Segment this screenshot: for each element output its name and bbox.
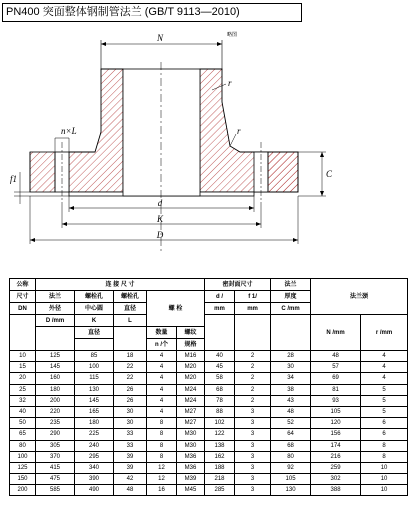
page-title: PN400 突面整体钢制管法兰 (GB/T 9113—2010) [2, 3, 302, 22]
table-cell: M30 [177, 429, 205, 440]
table-row [10, 474, 408, 485]
table-cell: 5 [361, 395, 408, 406]
table-cell: 120 [311, 418, 361, 429]
table-cell: 68 [271, 440, 311, 451]
table-cell: 48 [114, 485, 147, 496]
table-cell: 39 [114, 462, 147, 473]
table-cell: 6 [361, 429, 408, 440]
dim-n-label: N [156, 33, 164, 43]
table-row [10, 462, 408, 473]
table-cell: 162 [205, 451, 235, 462]
table-cell: 8 [147, 440, 177, 451]
table-cell: 370 [36, 451, 75, 462]
hdr-size: 尺寸 [10, 291, 36, 303]
table-cell: 15 [10, 362, 36, 373]
table-cell: 48 [311, 351, 361, 362]
hdr-spec: 规格 [177, 339, 205, 351]
table-cell: 125 [36, 351, 75, 362]
table-cell: 475 [36, 474, 75, 485]
table-cell: 30 [271, 362, 311, 373]
table-cell: 138 [205, 440, 235, 451]
table-cell: 156 [311, 429, 361, 440]
table-row [10, 395, 408, 406]
table-cell: 259 [311, 462, 361, 473]
hdr-qty: 数量 [147, 327, 177, 339]
table-cell: 8 [147, 418, 177, 429]
hdr-seal-dims: 密封面尺寸 [205, 279, 271, 291]
table-cell: 490 [75, 485, 114, 496]
table-row [10, 351, 408, 362]
table-cell: M36 [177, 451, 205, 462]
table-cell: 80 [10, 440, 36, 451]
table-cell: 145 [75, 395, 114, 406]
table-cell: 85 [75, 351, 114, 362]
table-cell: 5 [361, 384, 408, 395]
table-cell: 290 [36, 429, 75, 440]
table-row [10, 440, 408, 451]
hdr-f1-mm: mm [235, 303, 271, 315]
drawing-caption: 略图 [226, 32, 238, 38]
table-cell: 4 [147, 384, 177, 395]
table-cell: 4 [361, 373, 408, 384]
hdr-flange-od: 法兰 [36, 291, 75, 303]
table-cell: 4 [147, 373, 177, 384]
table-cell: 39 [114, 451, 147, 462]
table-cell: 8 [147, 451, 177, 462]
table-cell: 93 [311, 395, 361, 406]
table-row [10, 429, 408, 440]
table-cell: 10 [361, 485, 408, 496]
table-cell: 88 [205, 406, 235, 417]
table-cell: 122 [205, 429, 235, 440]
hdr-flange: 法兰 [271, 279, 311, 291]
table-cell: 102 [205, 418, 235, 429]
hdr-dn: DN [10, 303, 36, 315]
table-cell: 26 [114, 395, 147, 406]
table-cell: 52 [271, 418, 311, 429]
bore [123, 69, 200, 196]
table-cell: 28 [271, 351, 311, 362]
dim-d-label: d [157, 198, 163, 208]
table-cell: 3 [235, 406, 271, 417]
table-cell: 20 [10, 373, 36, 384]
hdr-n-mm: N /mm [311, 315, 361, 351]
table-cell: 3 [235, 474, 271, 485]
table-cell: 130 [75, 384, 114, 395]
hdr-d: d / [205, 291, 235, 303]
flange-spec-table [9, 278, 408, 496]
table-cell: 295 [75, 451, 114, 462]
table-cell: M20 [177, 373, 205, 384]
table-row [10, 362, 408, 373]
table-cell: 200 [36, 395, 75, 406]
hdr-connection-dims: 连 接 尺 寸 [36, 279, 205, 291]
table-cell: 45 [205, 362, 235, 373]
table-cell: 4 [147, 395, 177, 406]
hdr-diameter: 直径 [114, 303, 147, 315]
table-cell: 225 [75, 429, 114, 440]
table-cell: M27 [177, 406, 205, 417]
table-cell: 68 [205, 384, 235, 395]
table-cell: 5 [361, 406, 408, 417]
table-cell: 165 [75, 406, 114, 417]
flange-left-section [69, 69, 123, 192]
table-cell: M20 [177, 362, 205, 373]
table-cell: 130 [271, 485, 311, 496]
table-cell: 50 [10, 418, 36, 429]
table-cell: 4 [147, 351, 177, 362]
spec-table-body [10, 351, 408, 496]
table-cell: 12 [147, 474, 177, 485]
table-cell: 145 [36, 362, 75, 373]
table-cell: 43 [271, 395, 311, 406]
table-cell: M36 [177, 462, 205, 473]
table-cell: 64 [271, 429, 311, 440]
table-row [10, 384, 408, 395]
table-cell: 388 [311, 485, 361, 496]
table-cell: 3 [235, 429, 271, 440]
table-cell: M45 [177, 485, 205, 496]
dim-r-top-label: r [228, 78, 232, 88]
table-cell: 32 [10, 395, 36, 406]
table-cell: 40 [205, 351, 235, 362]
table-cell: 220 [36, 406, 75, 417]
table-cell: 105 [311, 406, 361, 417]
table-cell: 2 [235, 395, 271, 406]
hdr-n-count: n /个 [147, 339, 177, 351]
hdr-neck: 法兰颈 [311, 279, 408, 315]
table-cell: 34 [271, 373, 311, 384]
table-cell: 285 [205, 485, 235, 496]
table-cell: 22 [114, 373, 147, 384]
table-cell: 4 [361, 362, 408, 373]
table-cell: 33 [114, 429, 147, 440]
table-cell: 415 [36, 462, 75, 473]
table-cell: 40 [10, 406, 36, 417]
table-cell: 78 [205, 395, 235, 406]
hdr-c-mm: C /mm [271, 303, 311, 315]
table-cell: 3 [235, 418, 271, 429]
table-cell: 218 [205, 474, 235, 485]
table-cell: 235 [36, 418, 75, 429]
table-cell: 2 [235, 362, 271, 373]
table-cell: M24 [177, 395, 205, 406]
table-cell: 3 [235, 485, 271, 496]
table-cell: 38 [271, 384, 311, 395]
hdr-f1: f 1/ [235, 291, 271, 303]
table-cell: 4 [147, 362, 177, 373]
table-cell: 174 [311, 440, 361, 451]
table-cell: 69 [311, 373, 361, 384]
table-cell: 390 [75, 474, 114, 485]
table-cell: 8 [361, 440, 408, 451]
dim-k-label: K [156, 214, 164, 224]
table-cell: 115 [75, 373, 114, 384]
table-cell: 3 [235, 451, 271, 462]
table-row [10, 373, 408, 384]
hdr-D-mm: D /mm [36, 315, 75, 327]
table-cell: 42 [114, 474, 147, 485]
table-cell: 12 [147, 462, 177, 473]
table-cell: 2 [235, 384, 271, 395]
table-cell: 100 [75, 362, 114, 373]
table-cell: M24 [177, 384, 205, 395]
hdr-bolt: 螺 栓 [147, 291, 205, 327]
hdr-thread: 螺纹 [177, 327, 205, 339]
table-cell: 57 [311, 362, 361, 373]
table-row [10, 451, 408, 462]
table-cell: 30 [114, 418, 147, 429]
table-cell: M16 [177, 351, 205, 362]
table-cell: 105 [271, 474, 311, 485]
table-cell: 26 [114, 384, 147, 395]
table-row [10, 418, 408, 429]
table-cell: 240 [75, 440, 114, 451]
table-cell: 8 [361, 451, 408, 462]
table-cell: 58 [205, 373, 235, 384]
hdr-od: 外径 [36, 303, 75, 315]
table-cell: 22 [114, 362, 147, 373]
hdr-r-mm: r /mm [361, 315, 408, 351]
table-cell: 302 [311, 474, 361, 485]
table-cell: 18 [114, 351, 147, 362]
table-cell: 4 [361, 351, 408, 362]
table-cell: 92 [271, 462, 311, 473]
table-cell: 180 [36, 384, 75, 395]
table-cell: 8 [147, 429, 177, 440]
dim-c-label: C [326, 169, 333, 179]
table-row [10, 485, 408, 496]
hdr-k: K [75, 315, 114, 327]
table-cell: 25 [10, 384, 36, 395]
table-cell: 3 [235, 462, 271, 473]
table-cell: 216 [311, 451, 361, 462]
table-cell: 10 [10, 351, 36, 362]
dim-f1-label: f1 [10, 174, 18, 184]
table-cell: 4 [147, 406, 177, 417]
table-cell: M27 [177, 418, 205, 429]
table-cell: 65 [10, 429, 36, 440]
hdr-bolt-circle: 螺栓孔 [75, 291, 114, 303]
table-cell: 10 [361, 462, 408, 473]
table-cell: 150 [10, 474, 36, 485]
table-cell: 2 [235, 373, 271, 384]
table-cell: M39 [177, 474, 205, 485]
hdr-bolt-hole: 螺栓孔 [114, 291, 147, 303]
dim-nl-label: n×L [61, 126, 77, 136]
table-cell: 160 [36, 373, 75, 384]
table-cell: M30 [177, 440, 205, 451]
hdr-k-diameter: 直径 [75, 327, 114, 339]
table-cell: 340 [75, 462, 114, 473]
table-row [10, 406, 408, 417]
hdr-nominal: 公称 [10, 279, 36, 291]
table-cell: 100 [10, 451, 36, 462]
hdr-thickness: 厚度 [271, 291, 311, 303]
hdr-center-circle: 中心圆 [75, 303, 114, 315]
table-cell: 180 [75, 418, 114, 429]
table-cell: 200 [10, 485, 36, 496]
flange-drawing [0, 22, 417, 260]
hdr-l: L [114, 315, 147, 327]
table-cell: 33 [114, 440, 147, 451]
dim-D-label: D [156, 230, 164, 240]
table-cell: 2 [235, 351, 271, 362]
flange-drawing-svg [0, 22, 417, 260]
table-cell: 3 [235, 440, 271, 451]
table-cell: 48 [271, 406, 311, 417]
table-cell: 125 [10, 462, 36, 473]
table-cell: 30 [114, 406, 147, 417]
table-cell: 305 [36, 440, 75, 451]
table-cell: 10 [361, 474, 408, 485]
table-cell: 80 [271, 451, 311, 462]
table-cell: 6 [361, 418, 408, 429]
dim-r-bottom-label: r [237, 126, 241, 136]
table-cell: 81 [311, 384, 361, 395]
table-cell: 16 [147, 485, 177, 496]
table-cell: 585 [36, 485, 75, 496]
hdr-d-mm: mm [205, 303, 235, 315]
table-cell: 188 [205, 462, 235, 473]
